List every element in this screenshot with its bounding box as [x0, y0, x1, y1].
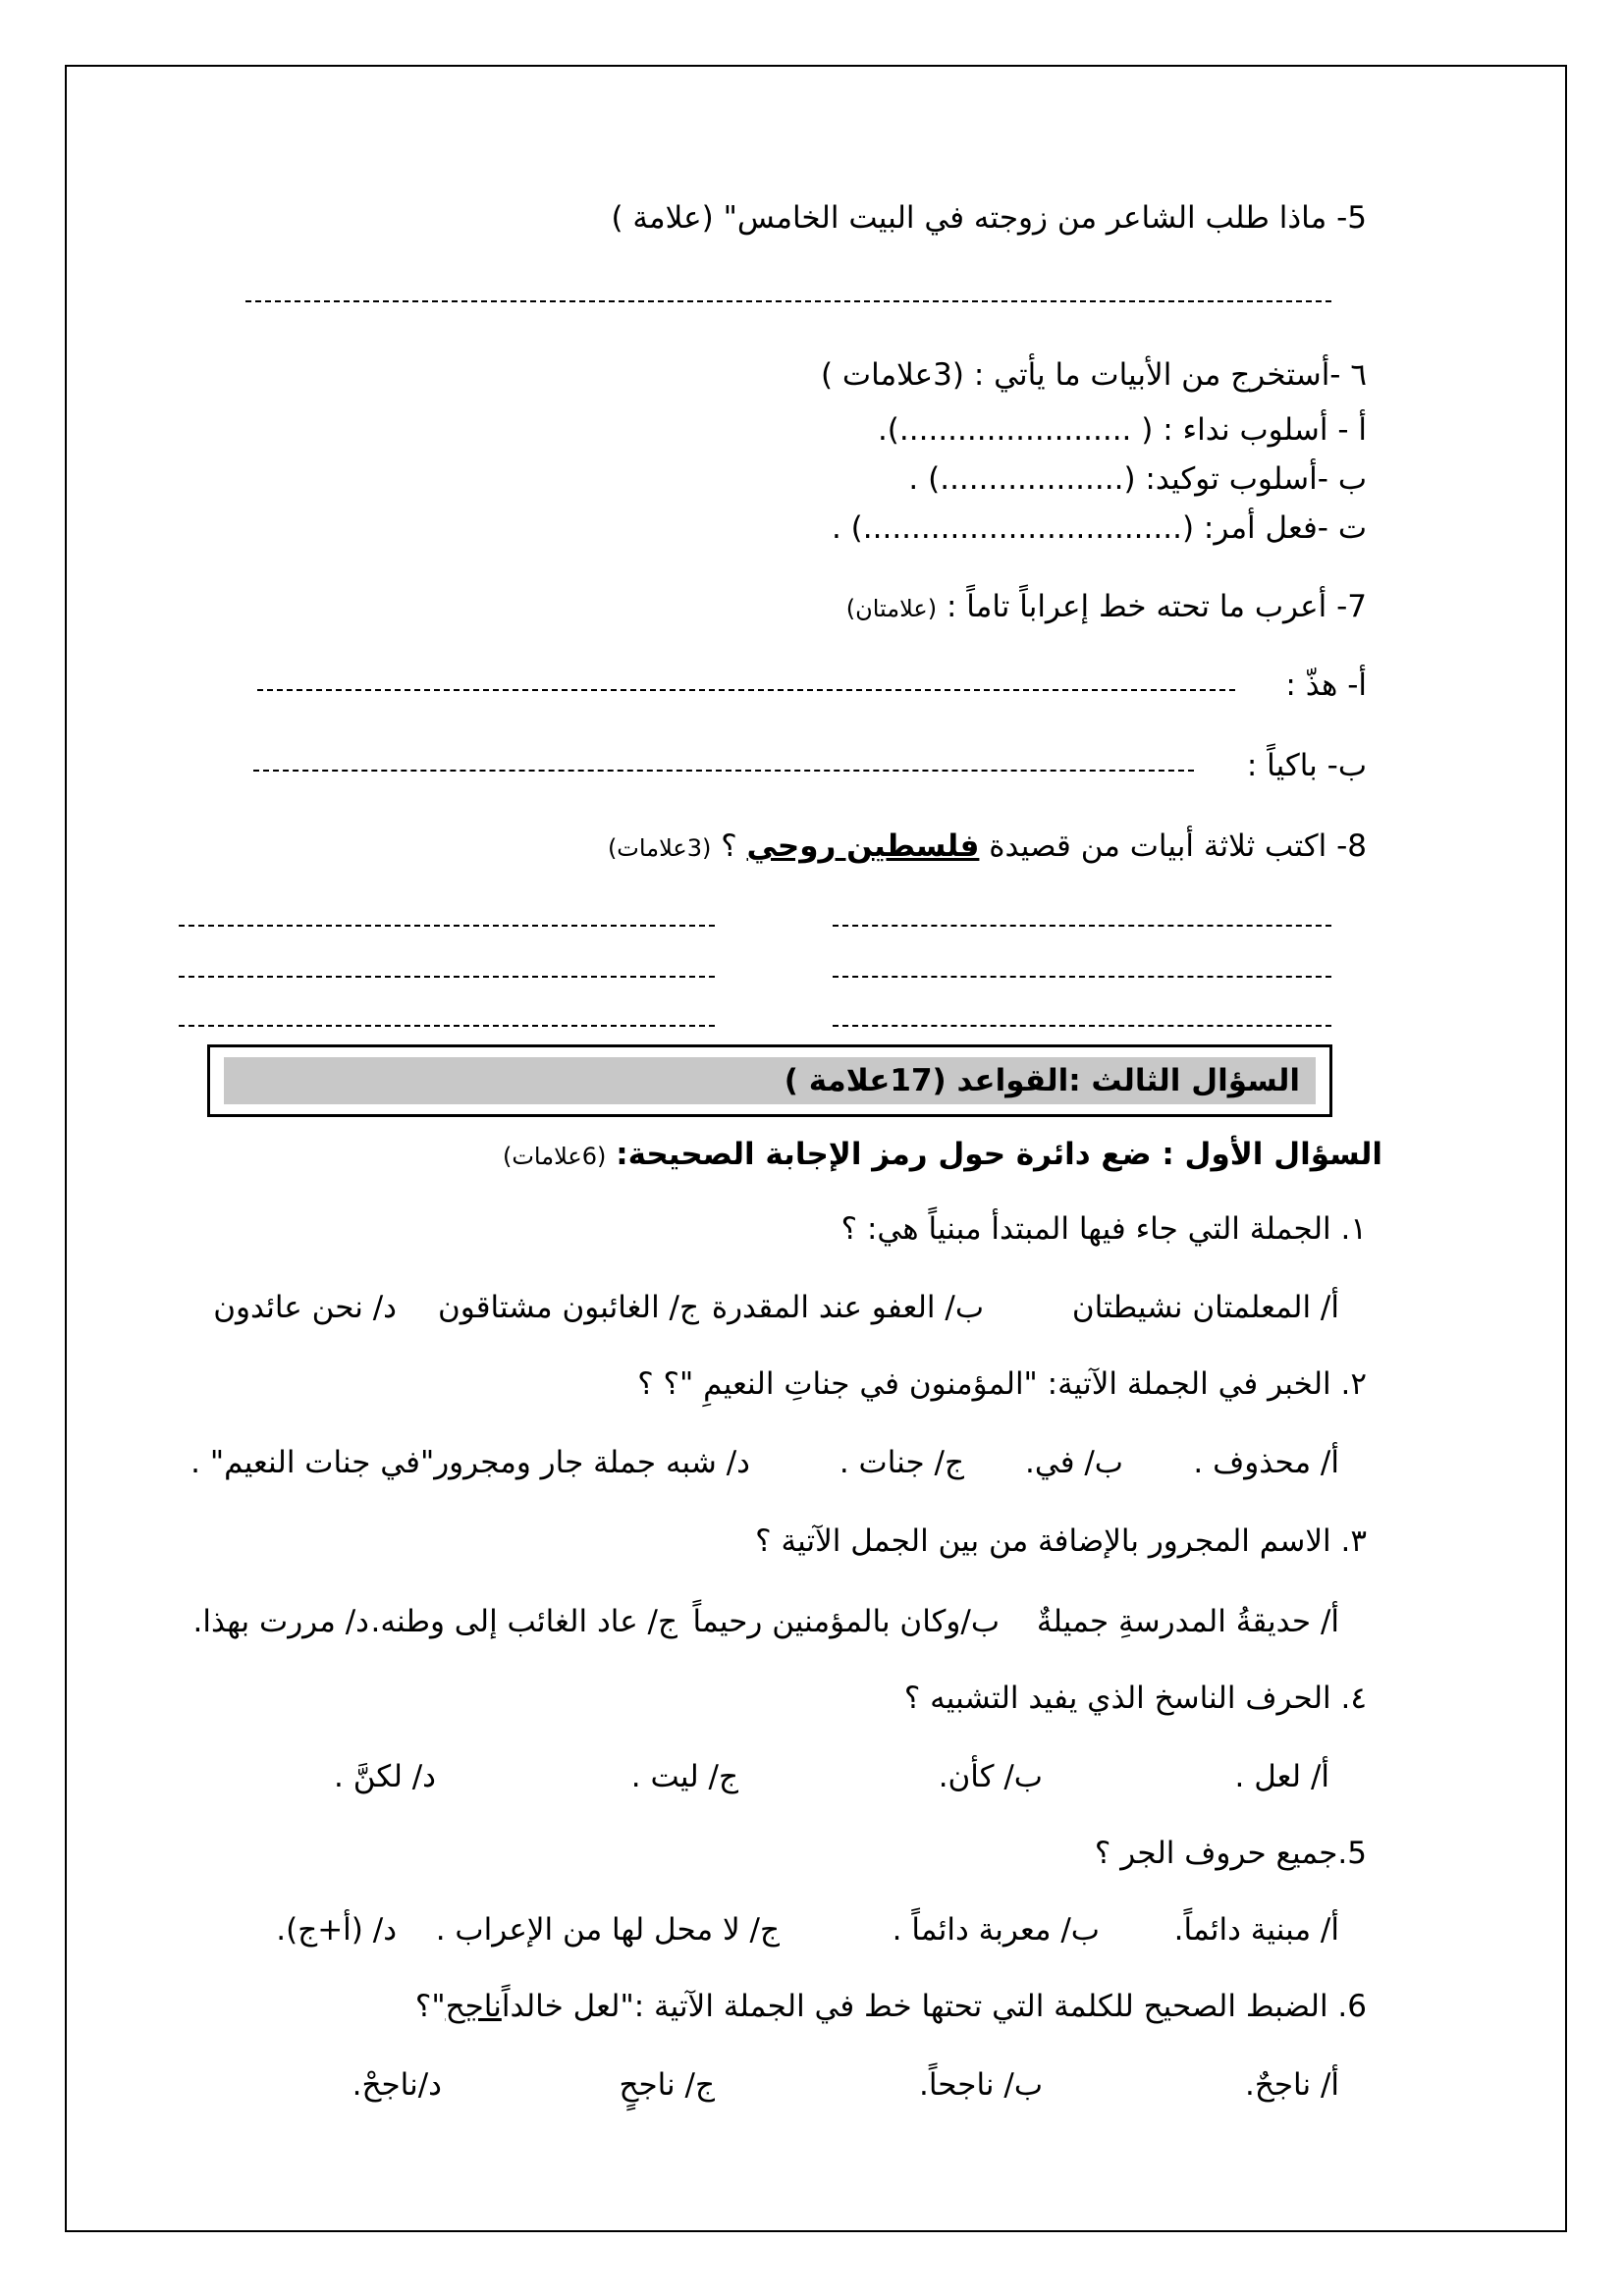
question-7-text: 7- أعرب ما تحته خط إعراباً تاماً : — [946, 589, 1367, 624]
verse-line — [179, 976, 715, 978]
mcq-3-option-b: ب/وكان بالمؤمنين رحيماً — [692, 1604, 1000, 1639]
question-5: 5- ماذا طلب الشاعر من زوجته في البيت الخامس" (علامة ) — [611, 200, 1367, 236]
mcq-4-option-b: ب/ كأن. — [938, 1759, 1043, 1794]
mcq-5-option-c: ج/ لا محل لها من الإعراب . — [435, 1912, 780, 1948]
verse-line — [833, 925, 1331, 927]
mcq-1-option-d: د/ نحن عائدون — [213, 1290, 397, 1325]
question-8 — [608, 827, 1367, 868]
mcq-6-stem-text: 6. الضبط الصحيح للكلمة التي تحتها خط في الجملة الآتية :"لعل خالداً — [501, 1989, 1367, 2024]
mcq-6-option-b: ب/ ناجحاً. — [918, 2067, 1043, 2103]
question-6-a: أ - أسلوب نداء : ( ........................). — [877, 412, 1367, 448]
mcq-2-option-d: د/ شبه جملة جار ومجرور"في جنات النعيم" . — [190, 1445, 750, 1480]
question-7-a-label: أ- هذّ : — [1285, 667, 1367, 703]
verse-line — [179, 925, 715, 927]
question-7-title — [846, 587, 1367, 628]
question-7-marks: (علامتان) — [845, 595, 938, 622]
mcq-2-stem: ٢. الخبر في الجملة الآتية: "المؤمنون في جناتِ النعيمِ "؟ ؟ — [637, 1366, 1367, 1402]
mcq-6-underlined-word: ناجح — [445, 1989, 502, 2024]
section-band — [224, 1057, 1316, 1104]
mcq-3-option-c: ج/ عاد الغائب إلى وطنه. — [370, 1604, 677, 1639]
mcq-3-option-d: د/ مررت بهذا. — [192, 1604, 369, 1639]
mcq-5-option-a: أ/ مبنية دائماً. — [1173, 1912, 1339, 1948]
section-title: السؤال الثالث :القواعد (17علامة ) — [784, 1063, 1300, 1098]
answer-line — [245, 300, 1331, 302]
mcq-5-option-d: د/ (أ+ج). — [276, 1912, 397, 1948]
mcq-2-option-a: أ/ محذوف . — [1193, 1445, 1339, 1480]
mcq-2-option-b: ب/ في. — [1025, 1445, 1123, 1480]
mcq-1-option-b: ب/ العفو عند المقدرة — [711, 1290, 984, 1325]
answer-line — [257, 689, 1235, 691]
mcq-3-stem: ٣. الاسم المجرور بالإضافة من بين الجمل الآتية ؟ — [755, 1523, 1367, 1559]
first-question-title: السؤال الأول : ضع دائرة حول رمز الإجابة الصحيحة: — [616, 1137, 1382, 1172]
mcq-1-option-a: أ/ المعلمتان نشيطتان — [1071, 1290, 1339, 1325]
mcq-3-option-a: أ/ حديقةُ المدرسةِ جميلةٌ — [1036, 1604, 1339, 1639]
mcq-6-option-d: د/ناجحْ. — [352, 2067, 442, 2103]
verse-line — [833, 976, 1331, 978]
mcq-4-stem: ٤. الحرف الناسخ الذي يفيد التشبيه ؟ — [903, 1681, 1367, 1716]
first-question-marks: (6علامات) — [502, 1143, 607, 1170]
mcq-5-stem: 5.جميع حروف الجر ؟ — [1094, 1836, 1367, 1871]
verse-line — [833, 1025, 1331, 1027]
verse-line — [179, 1025, 715, 1027]
mcq-6-option-c: ج/ ناجحٍ — [619, 2067, 715, 2103]
mcq-4-option-d: د/ لكنَّ . — [334, 1759, 436, 1794]
section-header — [207, 1044, 1332, 1117]
question-6-title: ٦ -أستخرج من الأبيات ما يأتي : (3علامات ) — [820, 357, 1367, 393]
question-6-b: ب -أسلوب توكيد: (...................) . — [908, 461, 1367, 497]
question-8-text: 8- اكتب ثلاثة أبيات من قصيدة — [989, 828, 1367, 864]
mcq-6-stem — [415, 1987, 1367, 2026]
mcq-4-option-a: أ/ لعل . — [1234, 1759, 1329, 1794]
answer-line — [253, 770, 1194, 772]
first-question-heading — [503, 1135, 1382, 1176]
mcq-2-option-c: ج/ جنات . — [839, 1445, 964, 1480]
question-6-c: ت -فعل أمر: (.................................) . — [831, 510, 1367, 546]
mcq-6-stem-end: "؟ — [414, 1989, 446, 2024]
question-7-b-label: ب- باكياً : — [1246, 748, 1367, 783]
mcq-1-stem: ١. الجملة التي جاء فيها المبتدأ مبنياً هي: ؟ — [840, 1211, 1367, 1247]
mcq-5-option-b: ب/ معربة دائماً . — [892, 1912, 1100, 1948]
mcq-1-option-c: ج/ الغائبون مشتاقون — [437, 1290, 699, 1325]
question-8-mark: ؟ — [721, 828, 737, 864]
mcq-4-option-c: ج/ ليت . — [630, 1759, 738, 1794]
question-8-marks: (3علامات) — [607, 834, 712, 862]
poem-title: فلسطين روحي — [746, 828, 980, 864]
mcq-6-option-a: أ/ ناجحٌ. — [1244, 2067, 1339, 2103]
